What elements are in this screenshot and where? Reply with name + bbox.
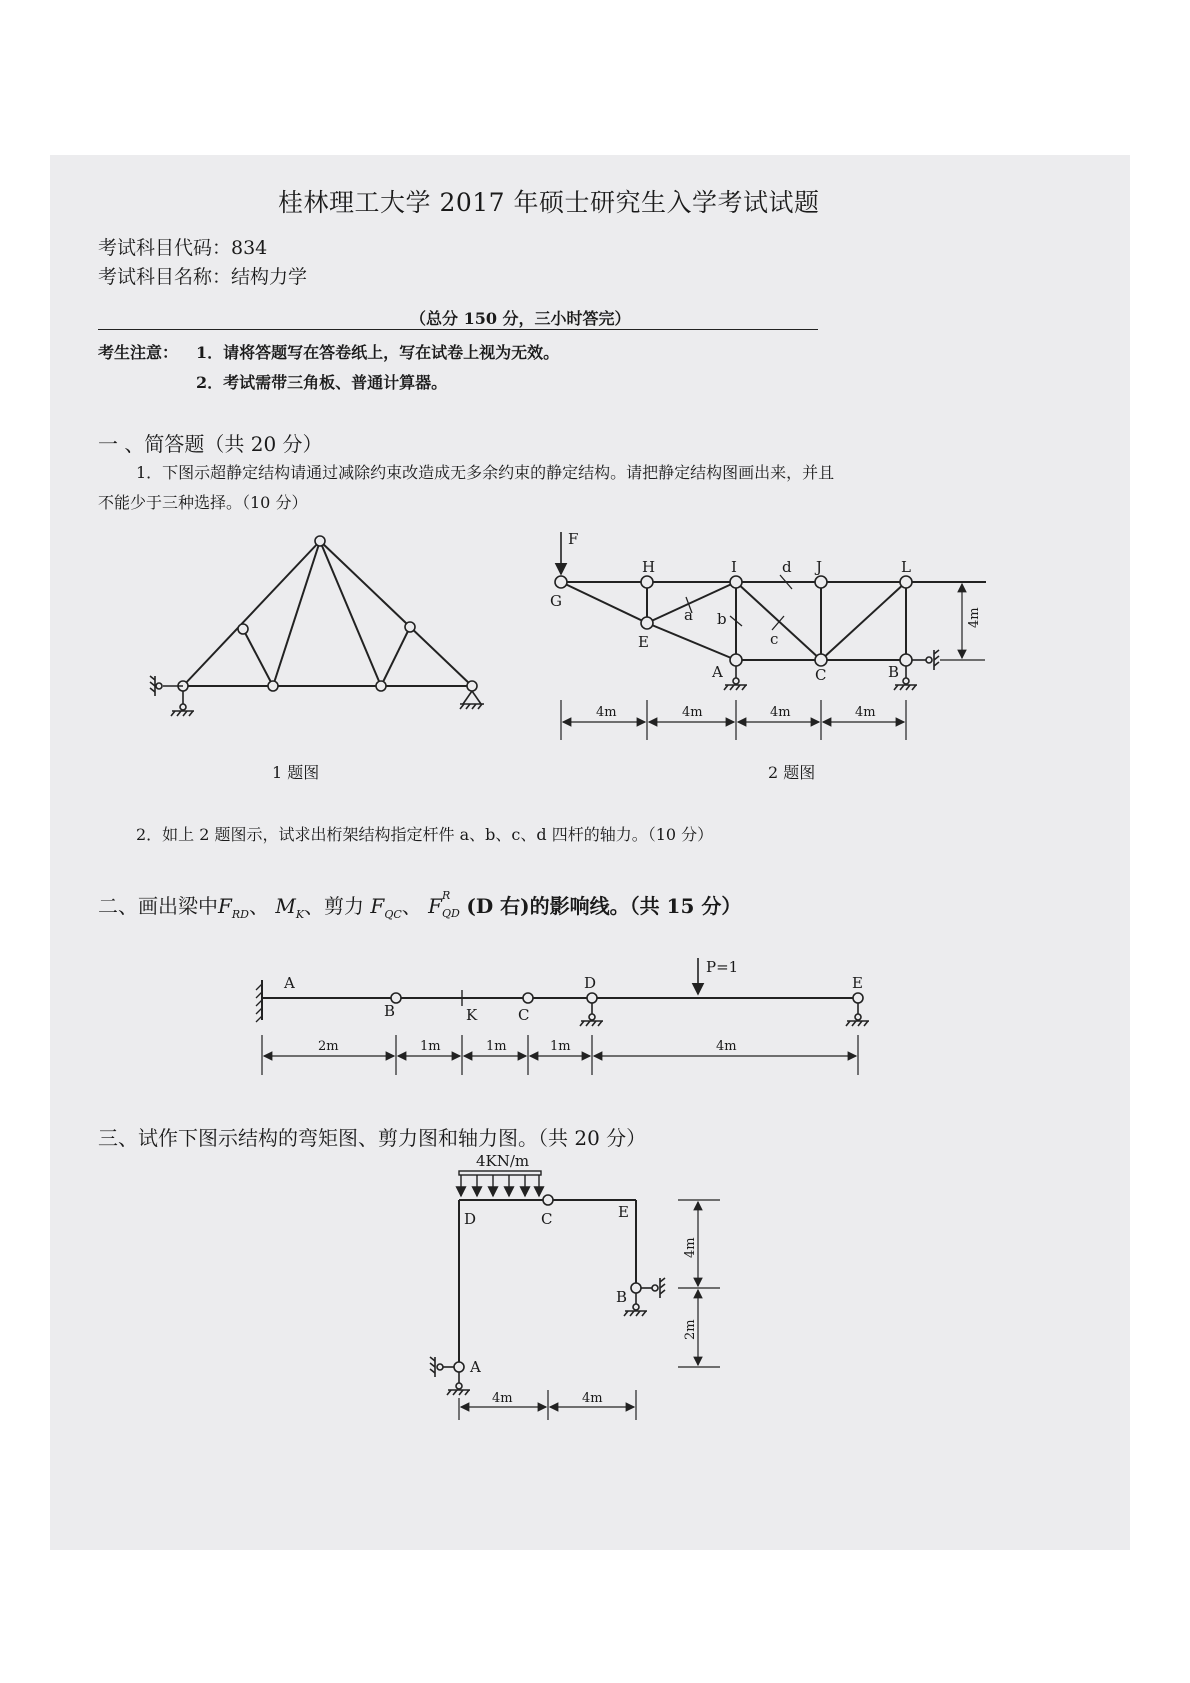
label-d: d xyxy=(782,558,792,576)
exam-title: 桂林理工大学 2017 年硕士研究生入学考试试题 xyxy=(278,188,820,217)
frame-label-B: B xyxy=(616,1288,628,1306)
beam-dim-1: 2m xyxy=(318,1039,339,1054)
fig1-caption: 1 题图 xyxy=(272,763,320,782)
beam-labels xyxy=(283,958,863,1054)
fig2-labels xyxy=(550,530,982,720)
beam-label-A: A xyxy=(284,974,295,992)
beam-dim-4: 1m xyxy=(550,1039,571,1054)
sym-F-rd: F xyxy=(218,894,232,918)
notice-label: 考生注意： xyxy=(98,343,179,362)
beam-dim-5: 4m xyxy=(716,1039,737,1054)
s2-sep1: 、 xyxy=(249,894,269,918)
beam xyxy=(256,958,869,1075)
beam-dim-2: 1m xyxy=(420,1039,441,1054)
label-a: a xyxy=(684,606,693,624)
label-F: F xyxy=(568,530,579,548)
frame-dim-v1: 4m xyxy=(683,1237,698,1258)
frame-dim-v2: 2m xyxy=(683,1319,698,1340)
frame-label-C: C xyxy=(541,1210,553,1228)
fig2-dim-height: 4m xyxy=(967,607,982,628)
beam-label-D: D xyxy=(584,974,597,992)
label-A: A xyxy=(712,663,723,681)
frame-support-b xyxy=(624,1278,665,1316)
sub-qd: QD xyxy=(442,907,460,920)
section-1-heading: 一 、简答题（共 20 分） xyxy=(98,432,323,456)
fig2-dim-span-2: 4m xyxy=(682,705,703,720)
label-L: L xyxy=(901,558,911,576)
notice-1: 1．请将答题写在答卷纸上，写在试卷上视为无效。 xyxy=(196,343,560,362)
fig1-right-support xyxy=(460,691,484,709)
sup-r: R xyxy=(442,889,451,902)
fig2-dim-span-4: 4m xyxy=(855,705,876,720)
label-G: G xyxy=(550,592,562,610)
fig2-support-a xyxy=(724,666,747,690)
section-3-heading: 三、试作下图示结构的弯矩图、剪力图和轴力图。（共 20 分） xyxy=(98,1126,647,1150)
sym-F-qd: F xyxy=(428,894,442,918)
fig1-truss xyxy=(150,536,484,716)
s2-heading-pre: 二、画出梁中 xyxy=(98,894,218,918)
frame-label-E: E xyxy=(618,1203,629,1221)
frame-support-a xyxy=(430,1357,470,1395)
notice-2: 2．考试需带三角板、普通计算器。 xyxy=(196,373,448,392)
label-E: E xyxy=(638,633,649,651)
label-c: c xyxy=(770,630,779,648)
sub-qc: QC xyxy=(384,908,402,921)
q1-text-line2: 不能少于三种选择。（10 分） xyxy=(98,493,308,512)
frame-dim-h2: 4m xyxy=(582,1391,603,1406)
s2-heading-post: (D 右)的影响线。（共 15 分） xyxy=(466,894,742,918)
q2-text: 2．如上 2 题图示，试求出桁架结构指定杆件 a、b、c、d 四杆的轴力。（10 分） xyxy=(136,825,714,844)
sym-M-k: M xyxy=(275,894,296,918)
s2-mid: 、剪力 xyxy=(304,894,365,918)
beam-label-B: B xyxy=(384,1002,396,1020)
beam-support-d xyxy=(580,1003,603,1026)
total-score: （总分 150 分，三小时答完） xyxy=(410,309,631,328)
frame-label-A: A xyxy=(470,1358,481,1376)
beam-dim-3: 1m xyxy=(486,1039,507,1054)
fig2-dim-span-3: 4m xyxy=(770,705,791,720)
label-J: J xyxy=(816,558,823,576)
fig2-dim-span-1: 4m xyxy=(596,705,617,720)
frame-dim-h1: 4m xyxy=(492,1391,513,1406)
label-B: B xyxy=(888,663,900,681)
frame xyxy=(430,1171,720,1420)
sym-F-qc: F xyxy=(370,894,385,918)
beam-label-K: K xyxy=(466,1006,478,1024)
subject-code: 考试科目代码：834 xyxy=(98,237,268,259)
label-H: H xyxy=(642,558,656,576)
subject-name: 考试科目名称：结构力学 xyxy=(98,266,308,288)
beam-label-C: C xyxy=(518,1006,530,1024)
label-C: C xyxy=(815,666,827,684)
frame-label-D: D xyxy=(464,1210,477,1228)
beam-label-E: E xyxy=(852,974,863,992)
beam-label-load: P=1 xyxy=(706,958,739,976)
label-I: I xyxy=(731,558,737,576)
sub-rd: RD xyxy=(231,908,249,921)
sub-k: K xyxy=(295,908,305,921)
frame-label-load: 4KN/m xyxy=(476,1152,530,1170)
s2-sep2: 、 xyxy=(401,894,422,918)
label-b: b xyxy=(717,610,727,628)
q1-text-line1: 1．下图示超静定结构请通过减除约束改造成无多余约束的静定结构。请把静定结构图画出来，并且 xyxy=(136,463,835,482)
fig2-caption: 2 题图 xyxy=(768,763,816,782)
beam-support-e xyxy=(846,1003,869,1026)
